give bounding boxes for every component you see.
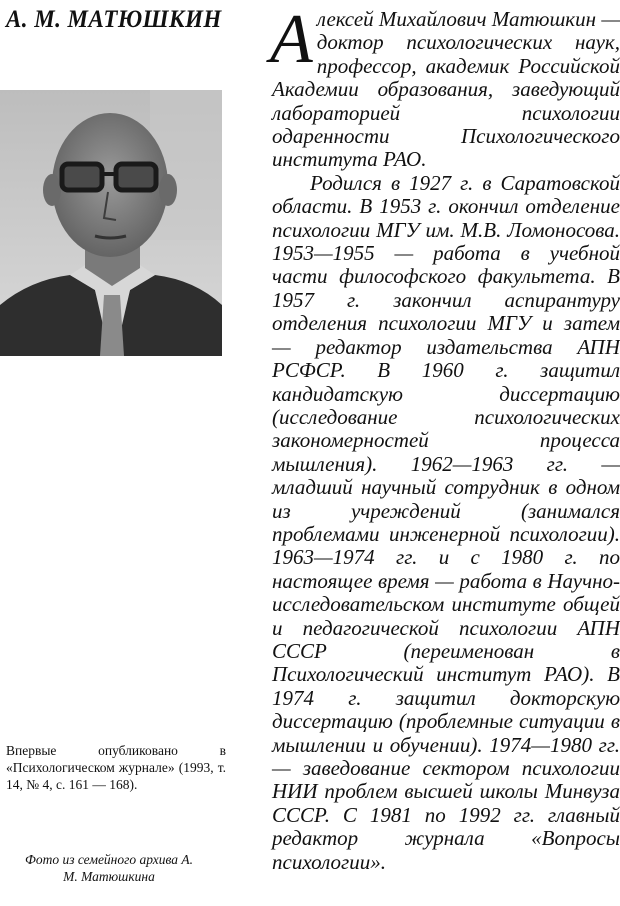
biography xyxy=(270,1,620,874)
bio-paragraph-1 xyxy=(270,1,620,172)
bio-paragraph-2: Родился в 1927 г. в Саратовской области. В 1953 г. окончил отделение психологии МГУ им. М.В. Ломоносова. 1953—1955 — работа в учебной части философского факультета. В 1957 г. закончил аспирантуру отделения психологии МГУ и затем — редактор издательства АПН РСФСР. В 1960 г. защитил кандидатскую диссертацию (исследование психологических закономерностей процесса мышления). 1962—1963 гг. — младший научный сотрудник в одном из учреждений (занимался проблемами инженерной психологии). 1963—1974 гг. и с 1980 г. по настоящее время — работа в Научно-исследовательском институте общей и педагогической психологии АПН СССР (переименован в Психологический институт РАО). В 1974 г. защитил докторскую диссертацию (проблемные ситуации в мышлении и обучении). 1974—1980 гг. — заведование сектором психологии НИИ проблем высшей школы Минвуза СССР. С 1981 по 1992 гг. главный редактор журнала «Вопросы психологии». xyxy=(272,170,620,874)
author-portrait xyxy=(0,90,222,356)
photo-credit: Фото из семейного архива А. М. Матюшкина xyxy=(24,852,194,884)
drop-cap: А xyxy=(270,1,313,78)
portrait-image xyxy=(0,90,222,356)
bio-paragraph-1-text: лексей Михайлович Матюшкин — доктор психологических наук, профессор, академик Российской Академии образования, заведующий лабораторией психологии одаренности Психологического института РАО. xyxy=(272,7,620,172)
author-name: А. М. МАТЮШКИН xyxy=(6,6,222,33)
publication-note: Впервые опубликовано в «Психологическом журнале» (1993, т. 14, № 4, с. 161 — 168). xyxy=(6,743,226,792)
